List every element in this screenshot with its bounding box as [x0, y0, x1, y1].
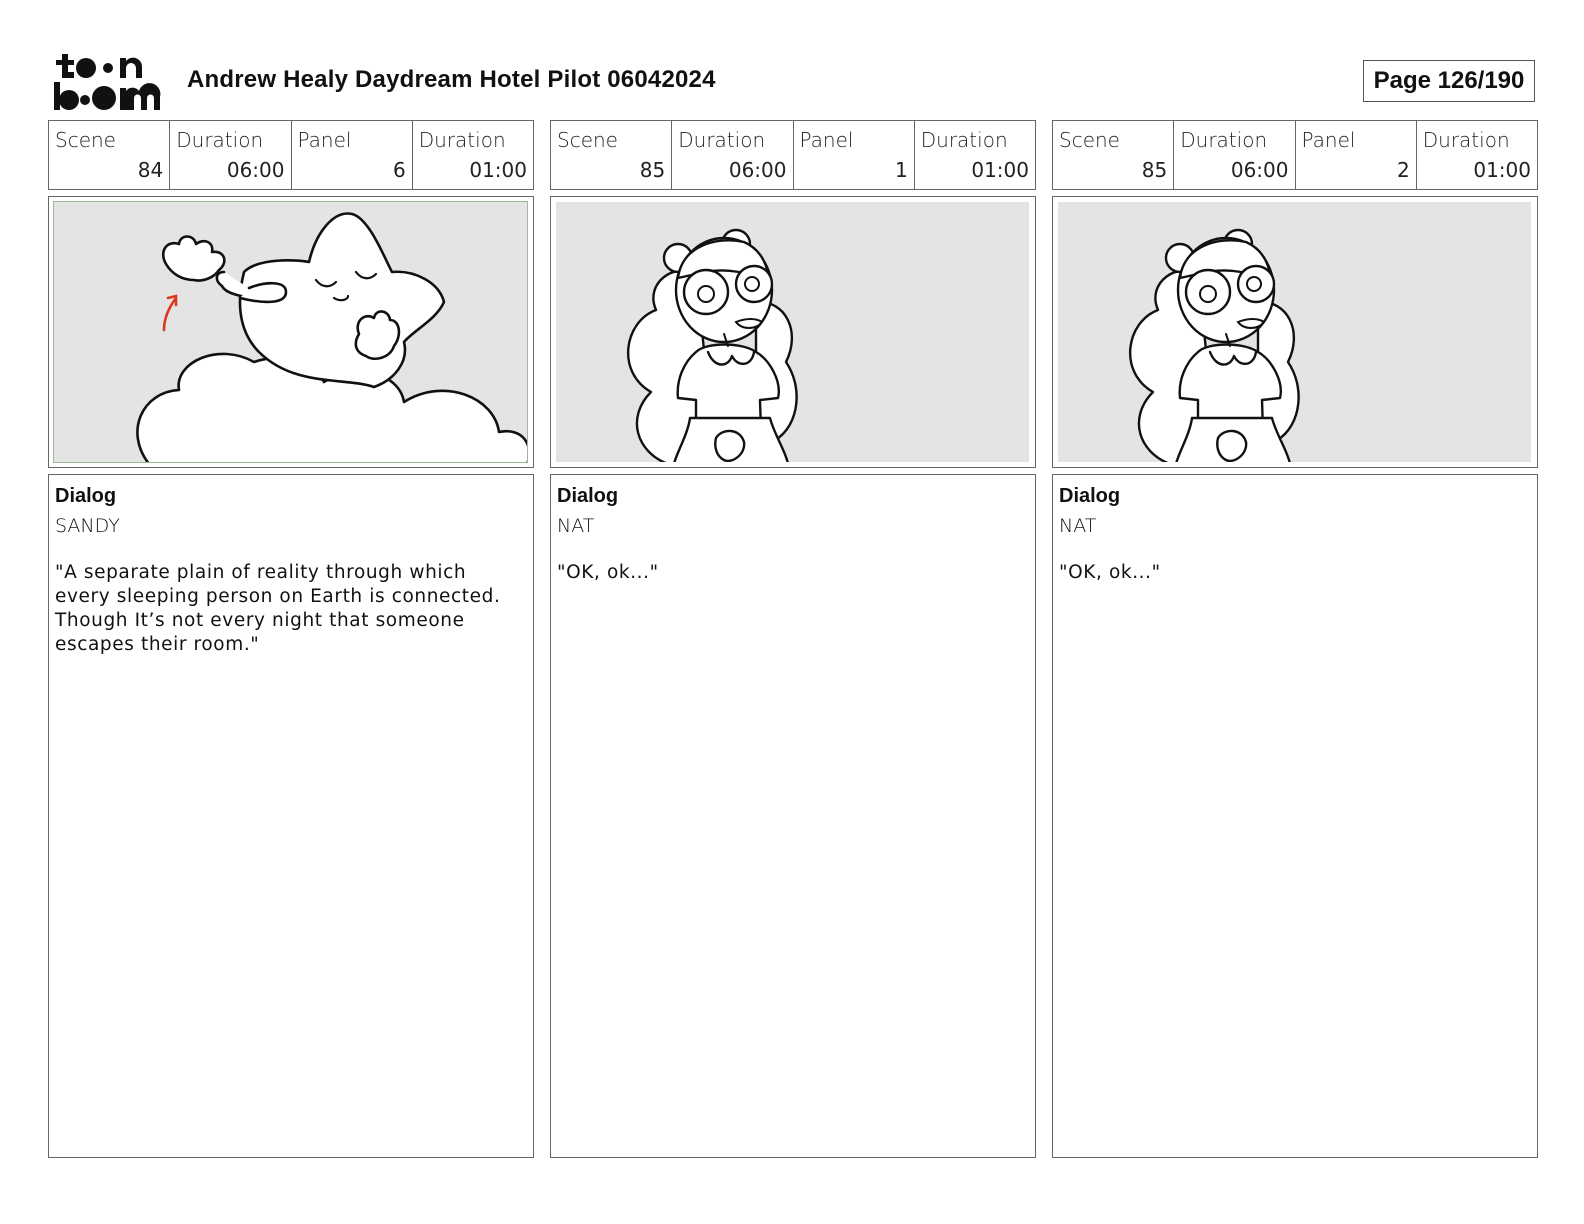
- document-title: Andrew Healy Daydream Hotel Pilot 06042024: [187, 66, 716, 93]
- panel-duration-cell: [413, 121, 533, 189]
- dialog-box: [48, 474, 534, 1158]
- dialog-label: Dialog: [55, 485, 117, 507]
- dialog-box: [1052, 474, 1538, 1158]
- panel-label: Panel: [1301, 128, 1356, 152]
- dialog-box: [550, 474, 1036, 1158]
- scene-cell: [551, 121, 672, 189]
- scene-duration-value: 06:00: [728, 158, 787, 182]
- scene-duration-label: Duration: [176, 128, 264, 152]
- panel-label: Panel: [799, 128, 854, 152]
- dialog-label: Dialog: [1059, 485, 1121, 507]
- storyboard-frame: [550, 196, 1036, 468]
- panel-info-row: [48, 120, 534, 190]
- scene-duration-cell: [1174, 121, 1295, 189]
- panel-duration-value: 01:00: [1473, 158, 1531, 182]
- panel-cell: [1296, 121, 1417, 189]
- scene-cell: [1053, 121, 1174, 189]
- panel-duration-value: 01:00: [971, 158, 1029, 182]
- toon-boom-logo: [52, 50, 164, 112]
- dialog-line: "OK, ok...": [1059, 562, 1161, 583]
- scene-number: 85: [1141, 158, 1168, 182]
- nat-character-drawing: [556, 202, 1029, 462]
- scene-label: Scene: [55, 128, 116, 152]
- scene-duration-label: Duration: [1180, 128, 1268, 152]
- scene-number: 85: [639, 158, 666, 182]
- panel-cell: [794, 121, 915, 189]
- panel-duration-cell: [915, 121, 1035, 189]
- panel-cell: [292, 121, 413, 189]
- dialog-speaker: SANDY: [55, 515, 120, 537]
- dialog-label: Dialog: [557, 485, 619, 507]
- page-number: Page 126/190: [1363, 60, 1535, 102]
- sandy-cloud-drawing: [54, 202, 527, 462]
- panel-duration-label: Duration: [418, 128, 506, 152]
- scene-label: Scene: [1059, 128, 1120, 152]
- dialog-line: "A separate plain of reality through which every sleeping person on Earth is connected. Though It’s not every night that someone escapes their room.": [55, 562, 501, 655]
- panel-duration-label: Duration: [1422, 128, 1510, 152]
- storyboard-frame: [48, 196, 534, 468]
- panel-info-row: [1052, 120, 1538, 190]
- scene-duration-cell: [170, 121, 291, 189]
- panel-duration-cell: [1417, 121, 1537, 189]
- scene-cell: [49, 121, 170, 189]
- panel-duration-label: Duration: [920, 128, 1008, 152]
- scene-duration-value: 06:00: [1230, 158, 1289, 182]
- dialog-speaker: NAT: [1059, 515, 1097, 537]
- panel-number: 6: [393, 158, 406, 182]
- nat-character-drawing: [1058, 202, 1531, 462]
- panel-duration-value: 01:00: [469, 158, 527, 182]
- dialog-speaker: NAT: [557, 515, 595, 537]
- scene-label: Scene: [557, 128, 618, 152]
- scene-duration-value: 06:00: [226, 158, 285, 182]
- scene-duration-label: Duration: [678, 128, 766, 152]
- scene-number: 84: [137, 158, 164, 182]
- panel-label: Panel: [297, 128, 352, 152]
- storyboard-frame: [1052, 196, 1538, 468]
- panel-info-row: [550, 120, 1036, 190]
- panel-number: 1: [895, 158, 908, 182]
- panel-number: 2: [1397, 158, 1410, 182]
- dialog-line: "OK, ok...": [557, 562, 659, 583]
- scene-duration-cell: [672, 121, 793, 189]
